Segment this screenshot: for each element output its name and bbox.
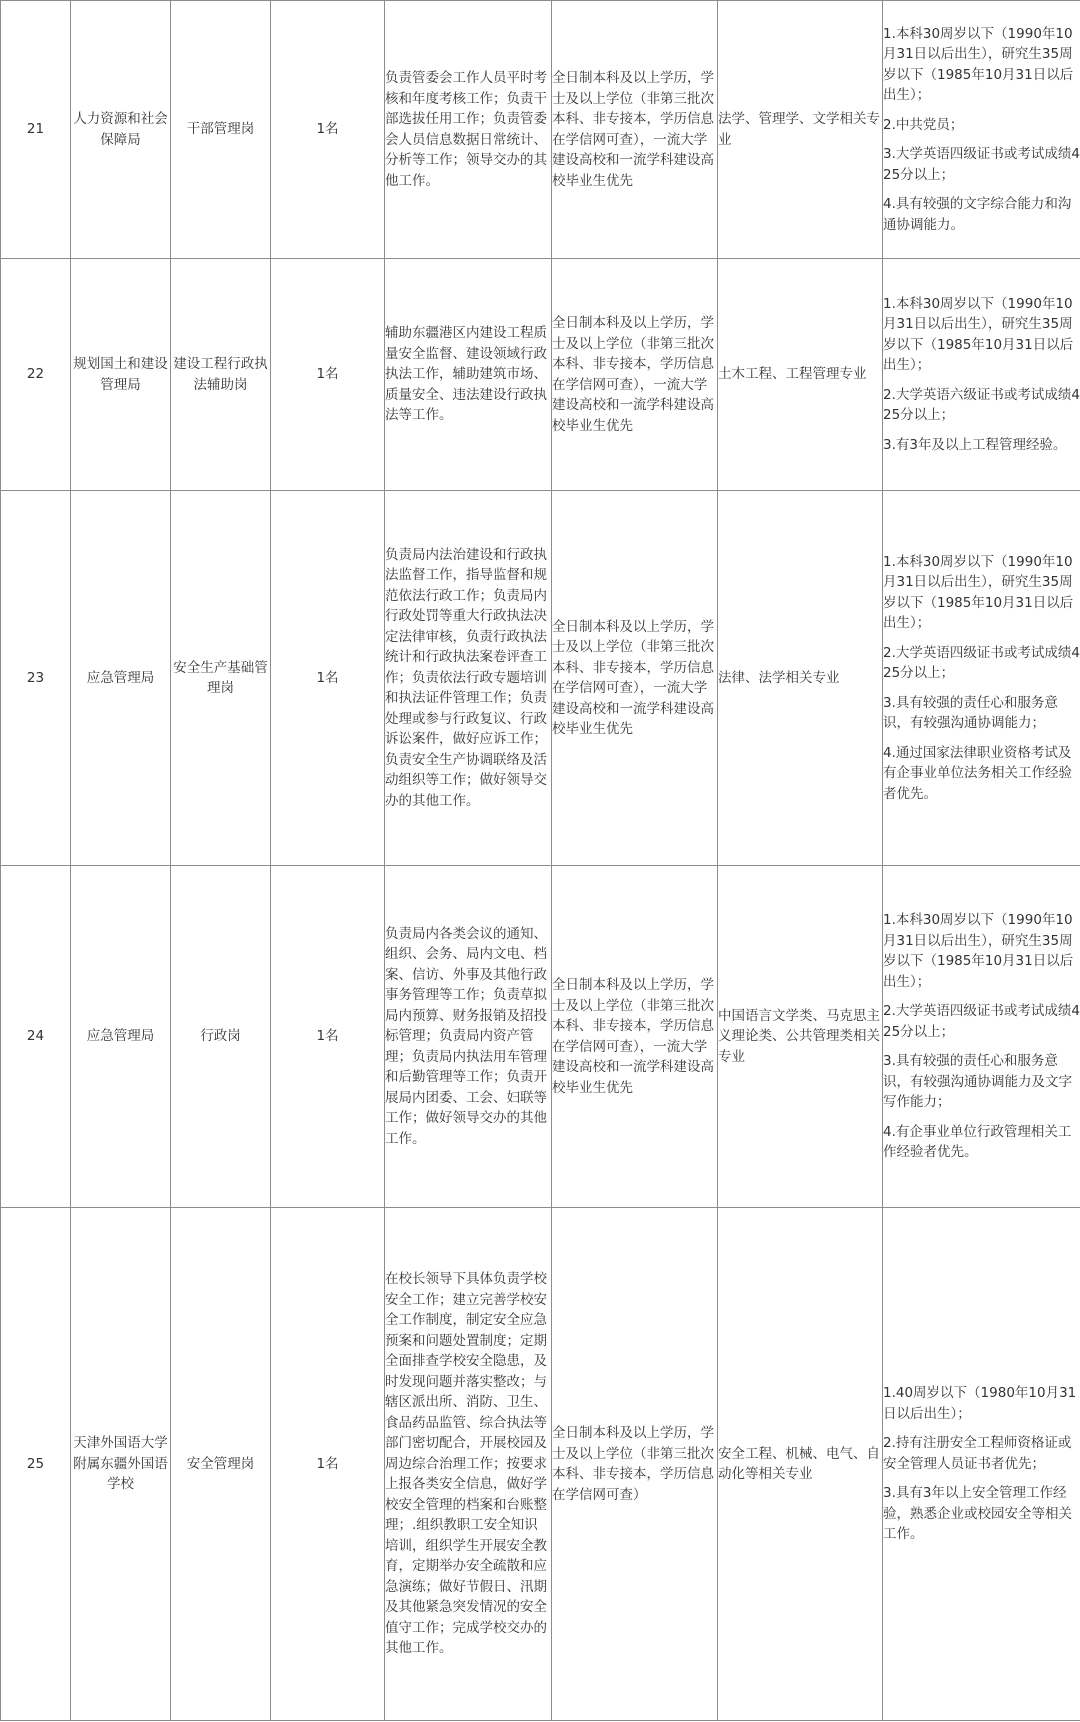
requirements-cell: [883, 866, 1080, 1208]
requirement-item: 2.大学英语四级证书或考试成绩425分以上；: [883, 644, 1080, 682]
duty-cell: 负责局内法治建设和行政执法监督工作，指导监督和规范依法行政工作；负责局内行政处罚等重大行政执法决定法律审核，负责行政执法统计和行政执法案卷评查工作；负责依法行政专题培训和执法证件管理工作；负责处理或参与行政复议、行政诉讼案件，做好应诉工作；负责安全生产协调联络及活动组织等工作；做好领导交办的其他工作。: [385, 491, 552, 866]
position-cell: 安全生产基础管理岗: [171, 491, 271, 866]
department-cell: 应急管理局: [71, 491, 171, 866]
requirement-item: 2.大学英语六级证书或考试成绩425分以上；: [883, 386, 1080, 424]
requirement-item: 2.大学英语四级证书或考试成绩425分以上；: [883, 1003, 1080, 1040]
duty-cell: 辅助东疆港区内建设工程质量安全监督、建设领域行政执法工作，辅助建筑市场、质量安全、违法建设行政执法等工作。: [385, 259, 552, 491]
requirement-item: 4.有企事业单位行政管理相关工作经验者优先。: [883, 1123, 1072, 1161]
requirement-item: 2.持有注册安全工程师资格证或安全管理人员证书者优先；: [883, 1435, 1072, 1472]
position-cell: 干部管理岗: [171, 1, 271, 259]
major-cell: 土木工程、工程管理专业: [718, 259, 883, 491]
duty-cell: 负责局内各类会议的通知、组织、会务、局内文电、档案、信访、外事及其他行政事务管理等工作；负责草拟局内预算、财务报销及招投标管理；负责局内资产管理；负责局内执法用车管理和后勤管理等工作；负责开展局内团委、工会、妇联等工作；做好领导交办的其他工作。: [385, 866, 552, 1208]
major-cell: 安全工程、机械、电气、自动化等相关专业: [718, 1208, 883, 1721]
requirement-item: 1.本科30周岁以下（1990年10月31日以后出生），研究生35周岁以下（1985年10月31日以后出生）；: [883, 295, 1074, 374]
row-number-cell: 24: [1, 866, 71, 1208]
headcount-cell: 1名: [271, 866, 385, 1208]
duty-cell: 在校长领导下具体负责学校安全工作；建立完善学校安全工作制度，制定安全应急预案和问题处置制度；定期全面排查学校安全隐患，及时发现问题并落实整改；与辖区派出所、消防、卫生、食品药品监管、综合执法等部门密切配合，开展校园及周边综合治理工作；按要求上报各类安全信息，做好学校安全管理的档案和台账整理；.组织教职工安全知识培训，组织学生开展安全教育，定期举办安全疏散和应急演练；做好节假日、汛期及其他紧急突发情况的安全值守工作；完成学校交办的其他工作。: [385, 1208, 552, 1721]
table-row: [1, 491, 1080, 866]
requirement-item: 3.具有3年以上安全管理工作经验，熟悉企业或校园安全等相关工作。: [883, 1485, 1072, 1543]
major-cell: 中国语言文学类、马克思主义理论类、公共管理类相关专业: [718, 866, 883, 1208]
row-number-cell: 23: [1, 491, 71, 866]
table-row: [1, 1208, 1080, 1721]
department-cell: 人力资源和社会保障局: [71, 1, 171, 259]
requirement-item: 1.本科30周岁以下（1990年10月31日以后出生），研究生35周岁以下（1985年10月31日以后出生）；: [883, 912, 1074, 990]
row-number-cell: 22: [1, 259, 71, 491]
table-row: [1, 866, 1080, 1208]
department-cell: 天津外国语大学附属东疆外国语学校: [71, 1208, 171, 1721]
row-number-cell: 21: [1, 1, 71, 259]
department-cell: 应急管理局: [71, 866, 171, 1208]
headcount-cell: 1名: [271, 1208, 385, 1721]
requirement-item: 1.本科30周岁以下（1990年10月31日以后出生），研究生35周岁以下（1985年10月31日以后出生）；: [883, 25, 1074, 104]
requirements-cell: [883, 1208, 1080, 1721]
major-cell: 法律、法学相关专业: [718, 491, 883, 866]
requirement-item: 1.40周岁以下（1980年10月31日以后出生）；: [883, 1385, 1077, 1422]
requirement-item: 3.具有较强的责任心和服务意识，有较强沟通协调能力；: [883, 694, 1058, 732]
education-cell: 全日制本科及以上学历，学士及以上学位（非第三批次本科、非专接本，学历信息在学信网可查）: [552, 1208, 718, 1721]
education-cell: 全日制本科及以上学历，学士及以上学位（非第三批次本科、非专接本，学历信息在学信网可查），一流大学建设高校和一流学科建设高校毕业生优先: [552, 259, 718, 491]
position-cell: 安全管理岗: [171, 1208, 271, 1721]
headcount-cell: 1名: [271, 1, 385, 259]
requirements-cell: [883, 1, 1080, 259]
requirement-item: 1.本科30周岁以下（1990年10月31日以后出生），研究生35周岁以下（1985年10月31日以后出生）；: [883, 553, 1074, 632]
department-cell: 规划国土和建设管理局: [71, 259, 171, 491]
requirement-item: 4.具有较强的文字综合能力和沟通协调能力。: [883, 196, 1072, 233]
requirement-item: 3.有3年及以上工程管理经验。: [883, 436, 1067, 453]
requirement-item: 3.具有较强的责任心和服务意识，有较强沟通协调能力及文字写作能力；: [883, 1053, 1072, 1111]
table-row: [1, 1, 1080, 259]
requirement-item: 4.通过国家法律职业资格考试及有企事业单位法务相关工作经验者优先。: [883, 744, 1072, 802]
education-cell: 全日制本科及以上学历，学士及以上学位（非第三批次本科、非专接本，学历信息在学信网可查），一流大学建设高校和一流学科建设高校毕业生优先: [552, 491, 718, 866]
requirement-item: 3.大学英语四级证书或考试成绩425分以上；: [883, 146, 1080, 183]
position-cell: 建设工程行政执法辅助岗: [171, 259, 271, 491]
row-number-cell: 25: [1, 1208, 71, 1721]
major-cell: 法学、管理学、文学相关专业: [718, 1, 883, 259]
position-cell: 行政岗: [171, 866, 271, 1208]
requirements-cell: [883, 491, 1080, 866]
requirement-item: 2.中共党员；: [883, 116, 964, 133]
table-row: [1, 259, 1080, 491]
headcount-cell: 1名: [271, 259, 385, 491]
duty-cell: 负责管委会工作人员平时考核和年度考核工作；负责干部选拔任用工作；负责管委会人员信息数据日常统计、分析等工作；领导交办的其他工作。: [385, 1, 552, 259]
requirements-cell: [883, 259, 1080, 491]
education-cell: 全日制本科及以上学历，学士及以上学位（非第三批次本科、非专接本，学历信息在学信网可查），一流大学建设高校和一流学科建设高校毕业生优先: [552, 866, 718, 1208]
education-cell: 全日制本科及以上学历，学士及以上学位（非第三批次本科、非专接本，学历信息在学信网可查），一流大学建设高校和一流学科建设高校毕业生优先: [552, 1, 718, 259]
headcount-cell: 1名: [271, 491, 385, 866]
